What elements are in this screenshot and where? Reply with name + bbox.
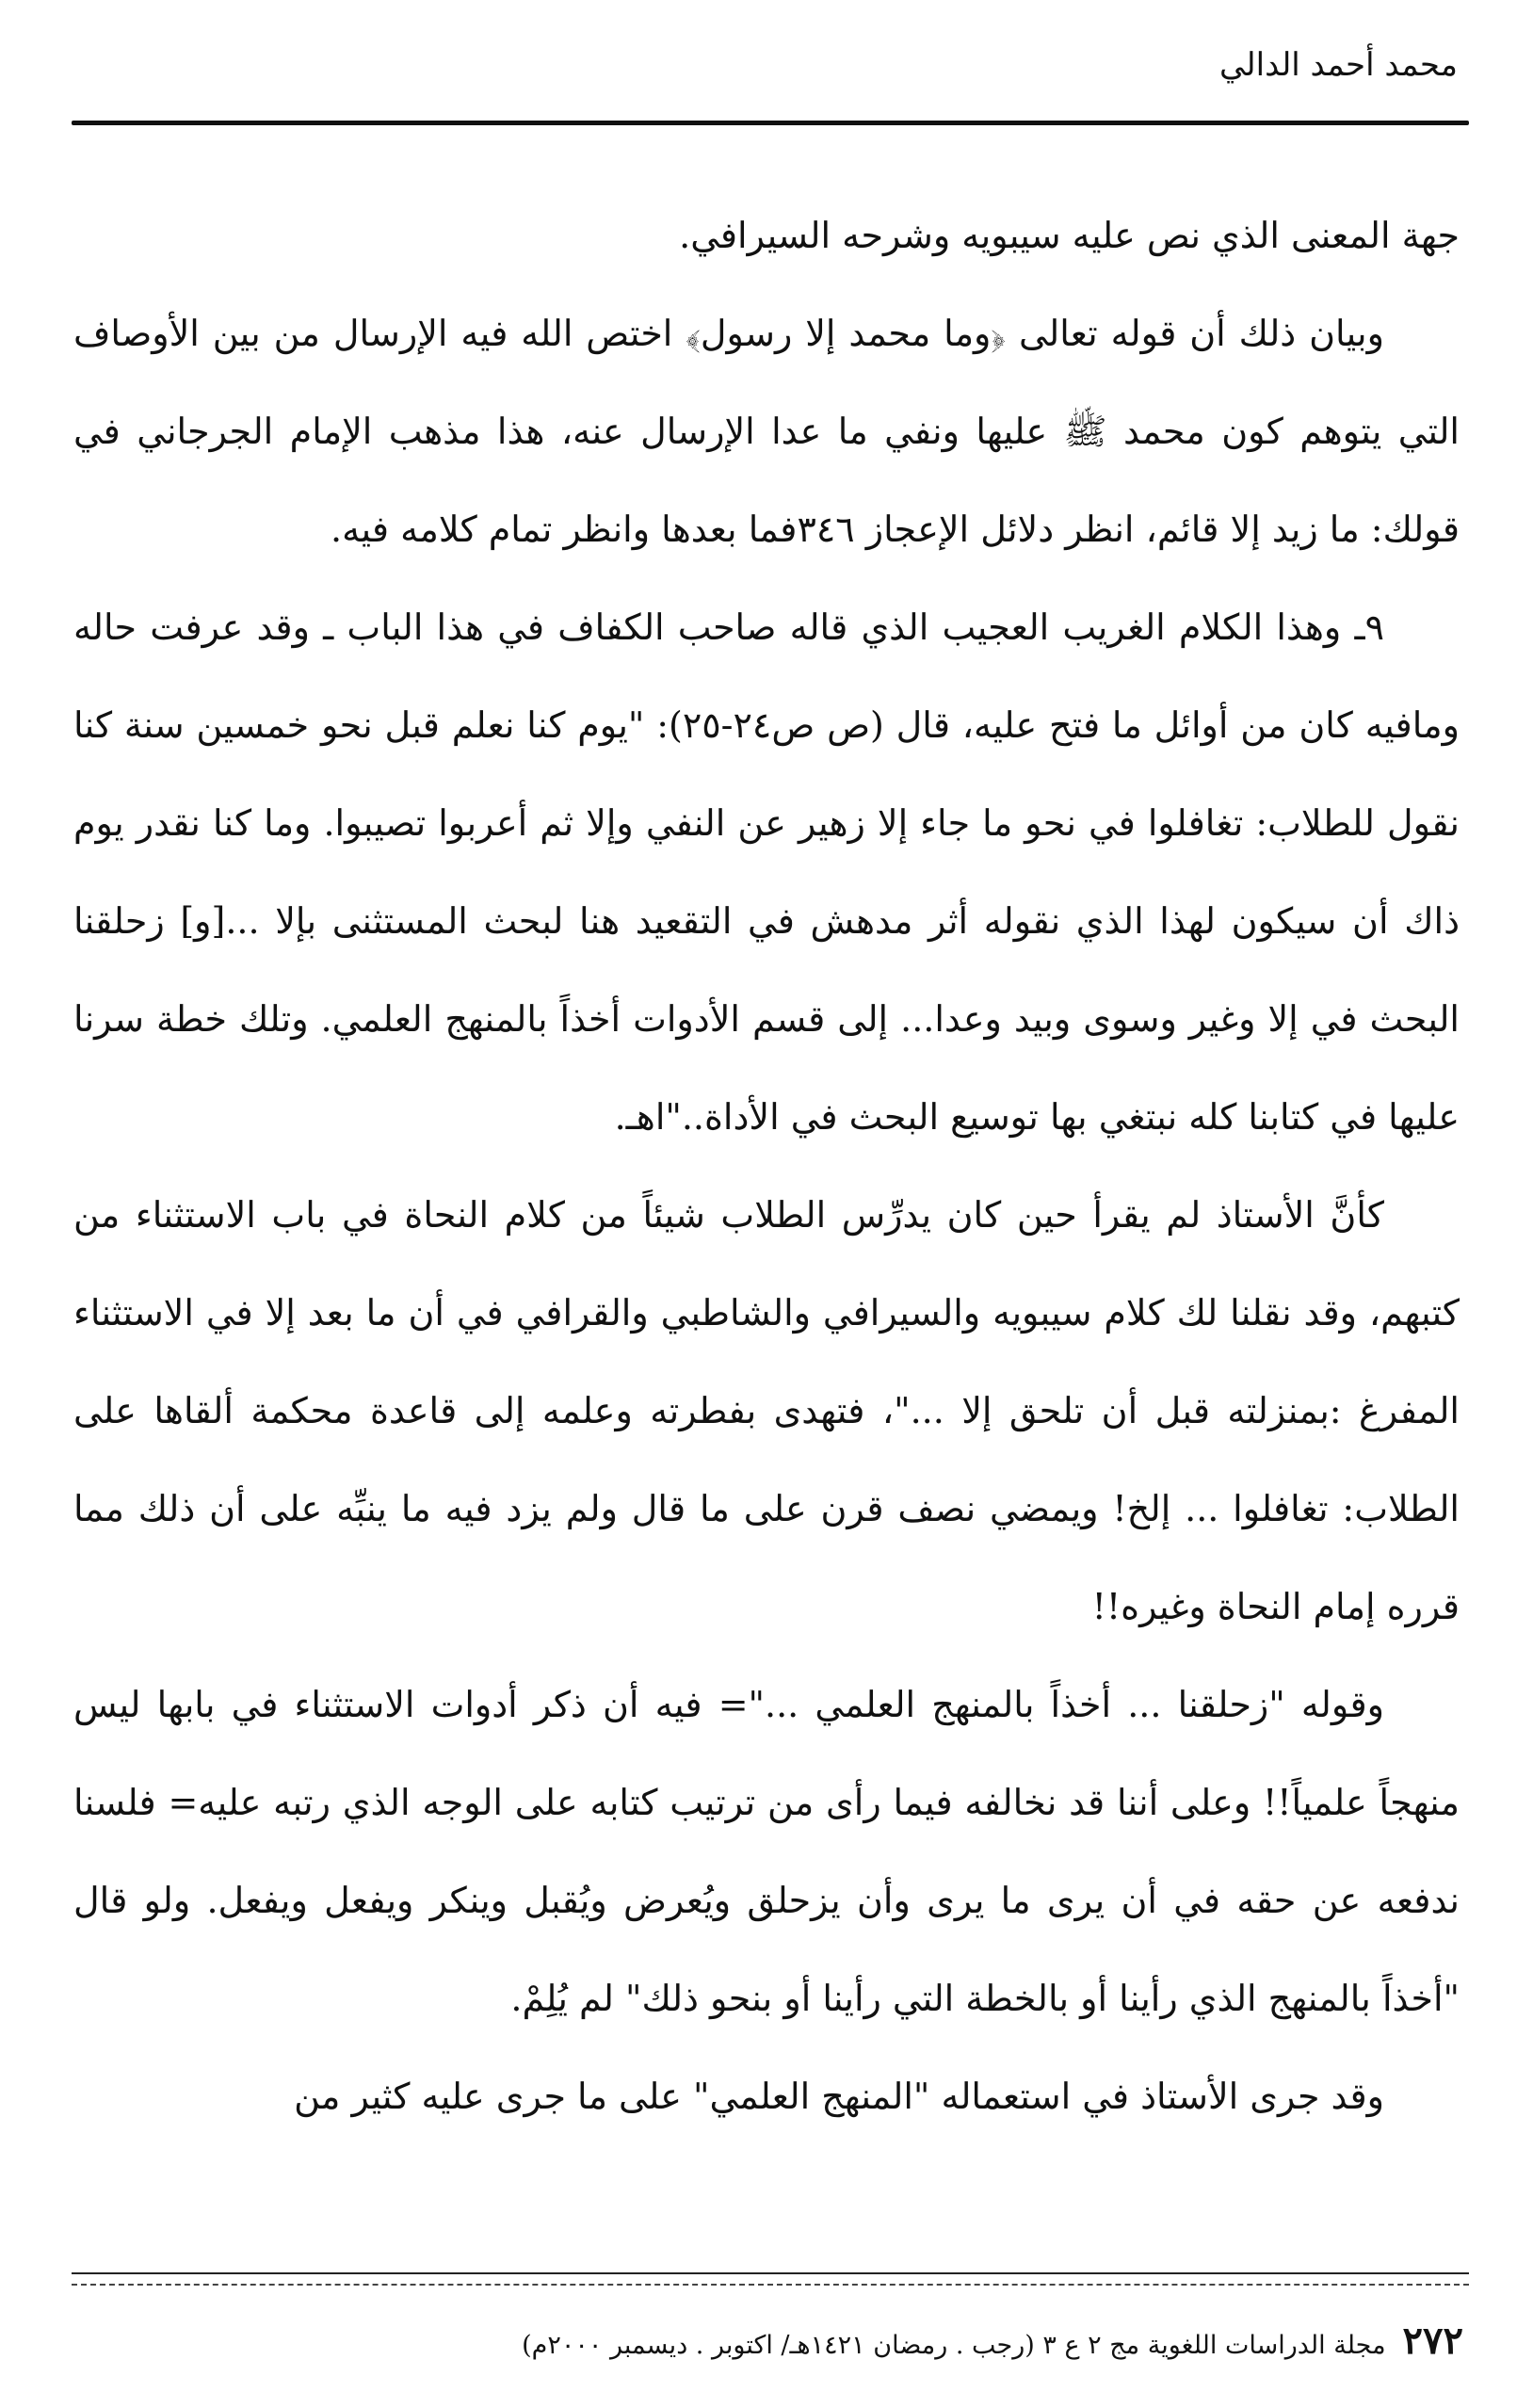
paragraph: وقوله "زحلقنا ... أخذاً بالمنهج العلمي ..."= فيه أن ذكر أدوات الاستثناء في بابها ليس منهجاً علمياً!! وعلى أننا قد نخالفه فيما رأى من ترتيب كتابه على الوجه الذي رتبه عليه= فلسنا ندفعه عن حقه في أن يرى ما يرى وأن يزحلق ويُعرض ويُقبل وينكر ويفعل ويفعل. ولو قال "أخذاً بالمنهج الذي رأينا أو بالخطة التي رأينا أو بنحو ذلك" لم يُلِمْ. xyxy=(73,1684,1460,2019)
paragraph: وبيان ذلك أن قوله تعالى ﴿وما محمد إلا رسول﴾ اختص الله فيه الإرسال من بين الأوصاف التي يتوهم كون محمد ﷺ عليها ونفي ما عدا الإرسال عنه، هذا مذهب الإمام الجرجاني في قولك: ما زيد إلا قائم، انظر دلائل الإعجاز ٣٤٦فما بعدها وانظر تمام كلامه فيه. xyxy=(73,313,1460,550)
page-number: ٢٧٢ xyxy=(1402,2319,1463,2363)
body-text xyxy=(73,186,1460,2145)
paragraph: ٩ـ وهذا الكلام الغريب العجيب الذي قاله صاحب الكفاف في هذا الباب ـ وقد عرفت حاله ومافيه كان من أوائل ما فتح عليه، قال (ص ص٢٤-٢٥): "يوم كنا نعلم قبل نحو خمسين سنة كنا نقول للطلاب: تغافلوا في نحو ما جاء إلا زهير عن النفي وإلا ثم أعربوا تصيبوا. وما كنا نقدر يوم ذاك أن سيكون لهذا الذي نقوله أثر مدهش في التقعيد هنا لبحث المستثنى بإلا ...[و] زحلقنا البحث في إلا وغير وسوى وبيد وعدا... إلى قسم الأدوات أخذاً بالمنهج العلمي. وتلك خطة سرنا عليها في كتابنا كله نبتغي بها توسيع البحث في الأداة.."اهـ. xyxy=(73,606,1460,1138)
footer-rule xyxy=(72,2272,1469,2274)
page-footer xyxy=(522,2319,1463,2363)
paragraph: كأنَّ الأستاذ لم يقرأ حين كان يدرِّس الطلاب شيئاً من كلام النحاة في باب الاستثناء من كتبهم، وقد نقلنا لك كلام سيبويه والسيرافي والشاطبي والقرافي في أن ما بعد إلا في الاستثناء المفرغ :بمنزلته قبل أن تلحق إلا ..."، فتهدى بفطرته وعلمه إلى قاعدة محكمة ألقاها على الطلاب: تغافلوا ... إلخ! ويمضي نصف قرن على ما قال ولم يزد فيه ما ينبِّه على أن ذلك مما قرره إمام النحاة وغيره!! xyxy=(73,1194,1460,1627)
paragraph: جهة المعنى الذي نص عليه سيبويه وشرحه السيرافي. xyxy=(679,215,1460,256)
footer-dashed-rule xyxy=(72,2284,1469,2286)
journal-citation: مجلة الدراسات اللغوية مج ٢ ع ٣ (رجب . رمضان ١٤٢١هـ/ اكتوبر . ديسمبر ٢٠٠٠م) xyxy=(522,2331,1386,2360)
paragraph: وقد جرى الأستاذ في استعماله "المنهج العلمي" على ما جرى عليه كثير من xyxy=(294,2076,1384,2117)
header-rule xyxy=(72,121,1469,125)
running-header-author: محمد أحمد الدالي xyxy=(1218,46,1458,84)
